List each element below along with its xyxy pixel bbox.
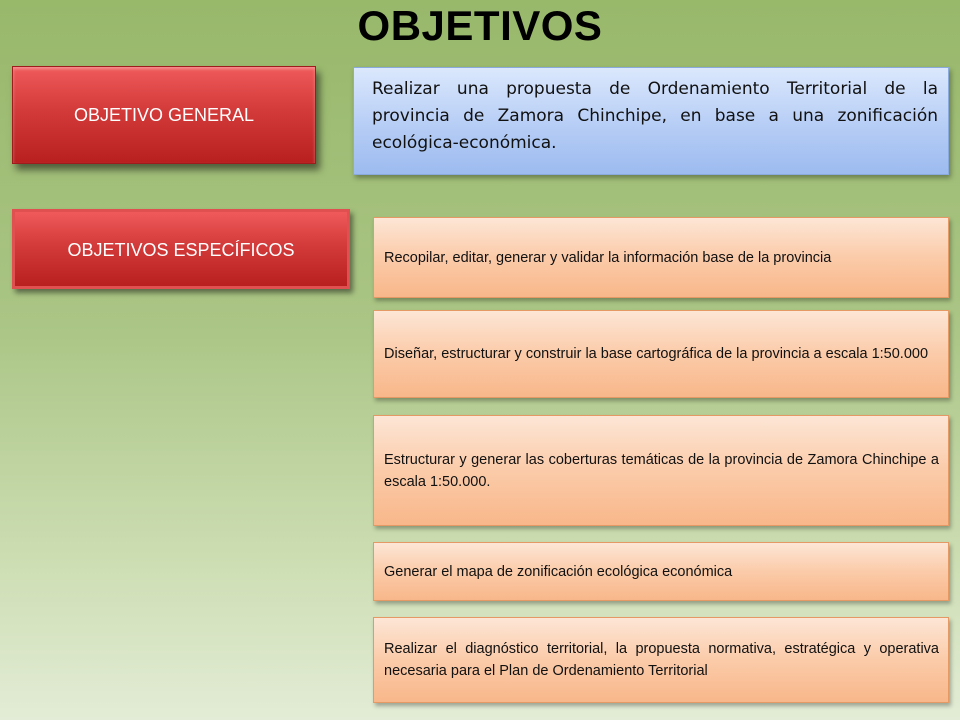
- objetivos-especificos-label-box: [12, 209, 350, 289]
- objetivo-especifico-text: Estructurar y generar las coberturas temáticas de la provincia de Zamora Chinchipe a escala 1:50.000.: [384, 451, 939, 490]
- objetivo-general-label: OBJETIVO GENERAL: [73, 104, 255, 125]
- objetivo-especifico-item: [373, 310, 949, 398]
- objetivo-general-text: Realizar una propuesta de Ordenamiento Territorial de la provincia de Zamora Chinchipe, en base a una zonificación ecológica-económica.: [372, 79, 938, 153]
- objetivo-especifico-item: [373, 542, 949, 601]
- page-title: OBJETIVOS: [357, 2, 603, 49]
- objetivos-especificos-label: OBJETIVOS ESPECÍFICOS: [67, 240, 295, 260]
- objetivo-especifico-item: [373, 415, 949, 526]
- objetivo-especifico-text: Diseñar, estructurar y construir la base cartográfica de la provincia a escala 1:50.000: [384, 346, 929, 362]
- objetivo-general-text-box: [353, 67, 949, 175]
- objetivo-general-label-box: [12, 66, 316, 164]
- objetivo-especifico-text: Recopilar, editar, generar y validar la información base de la provincia: [384, 249, 832, 266]
- objetivo-especifico-text: Generar el mapa de zonificación ecológica económica: [384, 563, 733, 580]
- objetivo-especifico-item: [373, 217, 949, 298]
- objetivo-especifico-text: Realizar el diagnóstico territorial, la propuesta normativa, estratégica y operativa necesaria para el Plan de Ordenamiento Territorial: [384, 641, 939, 679]
- objetivo-especifico-item: [373, 617, 949, 703]
